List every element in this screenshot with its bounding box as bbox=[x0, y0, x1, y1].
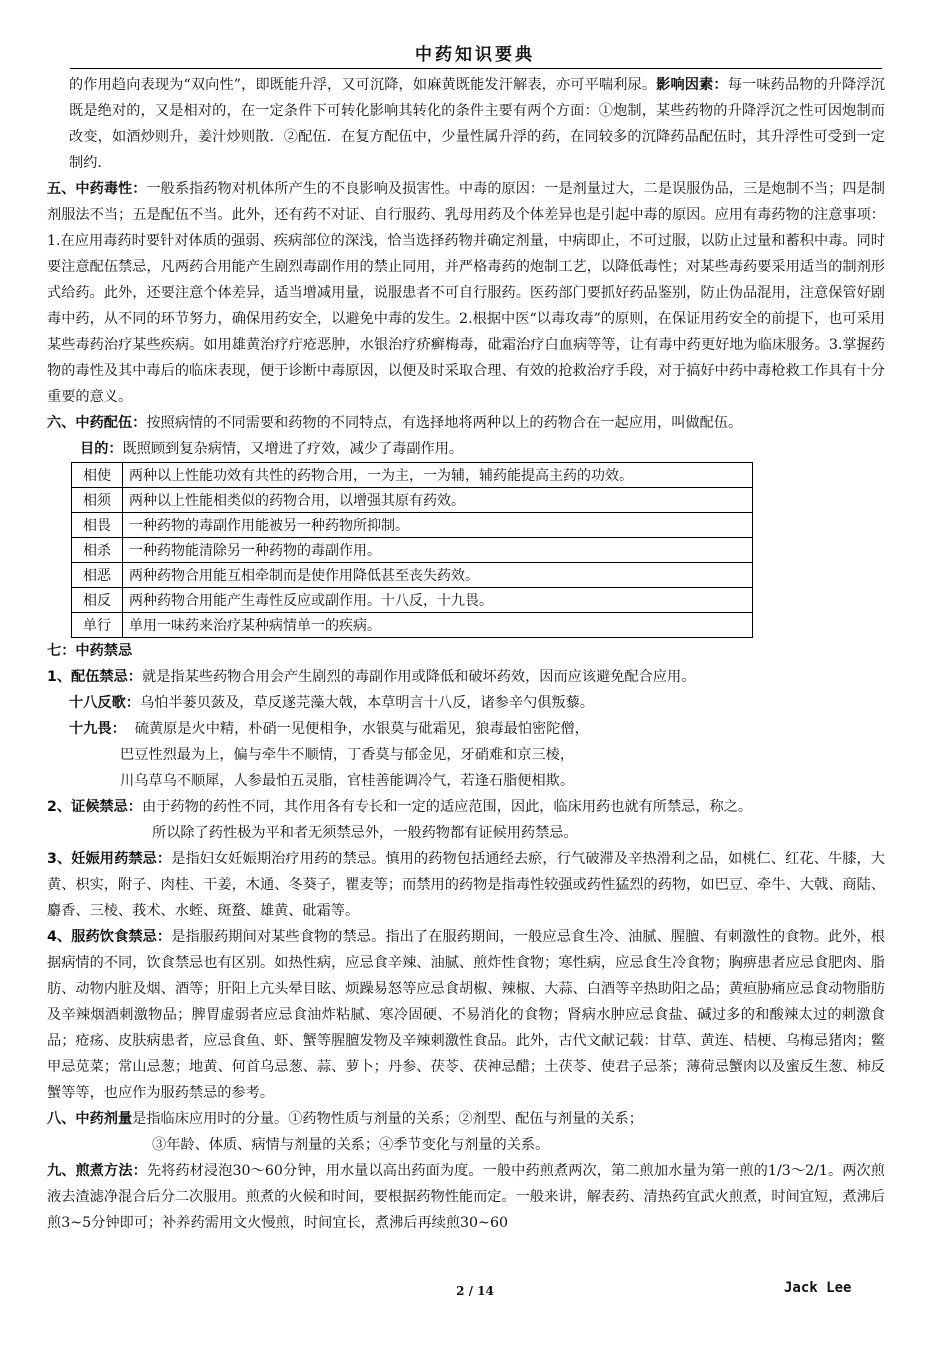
table-row bbox=[72, 588, 753, 613]
section5-heading: 五、中药毒性： bbox=[47, 181, 147, 197]
section5-text: 一般系指药物对机体所产生的不良影响及损害性。中毒的原因：一是剂量过大，二是误服伪品，三是炮制不当；四是制剂服法不当；五是配伍不当。此外，还有药不对证、自行服药、乳母用药及个体差异也是引起中毒的原因。应用有毒药物的注意事项：1.在应用毒药时要针对体质的强弱、疾病部位的深浅，恰当选择药物并确定剂量，中病即止，不可过服，以防止过量和蓄积中毒。同时要注意配伍禁忌，凡两药合用能产生剧烈毒副作用的禁止同用，并严格毒药的炮制工艺，以降低毒性；对某些毒药要采用适当的制剂形式给药。此外，还要注意个体差异，适当增减用量，说服患者不可自行服药。医药部门要抓好药品鉴别，防止伪品混用，注意保管好剧毒中药，从不同的环节努力，确保用药安全，以避免中毒的发生。2.根据中医“以毒攻毒”的原则，在保证用药安全的前提下，也可采用某些毒药治疗某些疾病。如用雄黄治疗疔疮恶肿，水银治疗疥癣梅毒，砒霜治疗白血病等等，让有毒中药更好地为临床服务。3.掌握药物的毒性及其中毒后的临床表现，便于诊断中毒原因，以便及时采取合理、有效的抢救治疗手段，对于搞好中药中毒枪救工作具有十分重要的意义。 bbox=[47, 181, 885, 405]
item3-label: 3、妊娠用药禁忌： bbox=[47, 851, 172, 867]
purpose-label: 目的： bbox=[80, 441, 123, 457]
table-row bbox=[72, 563, 753, 588]
section4-label: 影响因素： bbox=[656, 77, 728, 93]
section7-heading: 七：中药禁忌 bbox=[47, 643, 133, 659]
table-row bbox=[72, 538, 753, 563]
wei19-verse-3: 川乌草乌不顺犀，人参最怕五灵脂，官桂善能调冷气，若逢石脂便相欺。 bbox=[120, 773, 575, 789]
table-cell-desc: 两种以上性能相类似的药物合用，以增强其原有药效。 bbox=[123, 488, 753, 513]
item1-label: 1、配伍禁忌： bbox=[47, 669, 142, 685]
item1-text: 就是指某些药物合用会产生剧烈的毒副作用或降低和破坏药效，因而应该避免配合应用。 bbox=[142, 669, 696, 685]
page-number: 2 / 14 bbox=[456, 1284, 494, 1298]
table-cell-desc: 一种药物的毒副作用能被另一种药物所抑制。 bbox=[123, 513, 753, 538]
table-row bbox=[72, 613, 753, 638]
document-body bbox=[47, 72, 885, 1236]
section7-item3 bbox=[47, 846, 885, 924]
wei19-verse-1 bbox=[47, 716, 885, 742]
section8-text-1: 是指临床应用时的分量。①药物性质与剂量的关系；②剂型、配伍与剂量的关系； bbox=[132, 1111, 643, 1127]
section6-purpose bbox=[47, 436, 885, 462]
section7-item1 bbox=[47, 664, 885, 690]
table-cell-desc: 一种药物能清除另一种药物的毒副作用。 bbox=[123, 538, 753, 563]
section9-text: 先将药材浸泡30～60分钟，用水量以高出药面为度。一般中药煎煮两次，第二煎加水量为第一煎的1/3～2/1。两次煎液去渣滤净混合后分二次服用。煎煮的火候和时间，要根据药物性能而定。一般来讲，解表药、清热药宜武火煎煮，时间宜短，煮沸后煎3~5分钟即可；补养药需用文火慢煎，时间宜长，煮沸后再续煎30~60 bbox=[47, 1163, 885, 1231]
table-cell-desc: 单用一味药来治疗某种病情单一的疾病。 bbox=[123, 613, 753, 638]
table-cell-desc: 两种药物合用能互相牵制而是使作用降低甚至丧失药效。 bbox=[123, 563, 753, 588]
section6-heading: 六、中药配伍： bbox=[47, 415, 147, 431]
section6-text: 按照病情的不同需要和药物的不同特点，有选择地将两种以上的药物合在一起应用，叫做配伍。 bbox=[146, 415, 743, 431]
table-row bbox=[72, 513, 753, 538]
wei19-verse-2: 巴豆性烈最为上，偏与牵牛不顺情，丁香莫与郁金见，牙硝难和京三棱， bbox=[120, 747, 575, 763]
compatibility-table bbox=[71, 462, 753, 638]
table-cell-name: 相使 bbox=[72, 463, 123, 488]
section4-text-1: 的作用趋向表现为“双向性”，即既能升浮，又可沉降，如麻黄既能发汗解表，亦可平喘利尿。 bbox=[69, 77, 657, 93]
table-cell-desc: 两种药物合用能产生毒性反应或副作用。十八反，十九畏。 bbox=[123, 588, 753, 613]
section9-paragraph bbox=[47, 1158, 885, 1236]
section9-heading: 九、煎煮方法： bbox=[47, 1163, 147, 1179]
table-cell-name: 单行 bbox=[72, 613, 123, 638]
wei19-label: 十九畏： bbox=[69, 721, 126, 737]
item4-label: 4、服药饮食禁忌： bbox=[47, 929, 172, 945]
header-divider bbox=[70, 68, 882, 69]
table-cell-name: 相须 bbox=[72, 488, 123, 513]
item2-line-2: 所以除了药性极为平和者无须禁忌外，一般药物都有证候用药禁忌。 bbox=[152, 825, 578, 841]
section8-text-2: ③年龄、体质、病情与剂量的关系；④季节变化与剂量的关系。 bbox=[152, 1137, 550, 1153]
table-cell-desc: 两种以上性能功效有共性的药物合用，一为主，一为辅，辅药能提高主药的功效。 bbox=[123, 463, 753, 488]
section7-item4 bbox=[47, 924, 885, 1106]
section5-paragraph bbox=[47, 176, 885, 410]
table-row bbox=[72, 463, 753, 488]
fan18-verse bbox=[47, 690, 885, 716]
fan18-text: 乌怕半蒌贝蔹及，草反遂芫藻大戟，本草明言十八反，诸参辛勺俱叛藜。 bbox=[139, 695, 594, 711]
item2-label: 2、证候禁忌： bbox=[47, 799, 142, 815]
section4-continuation bbox=[47, 72, 885, 176]
fan18-label: 十八反歌： bbox=[69, 695, 140, 711]
item4-text: 是指服药期间对某些食物的禁忌。指出了在服药期间，一般应忌食生冷、油腻、腥膻、有刺激性的食物。此外，根据病情的不同，饮食禁忌也有区别。如热性病，应忌食辛辣、油腻、煎炸性食物；寒性病，应忌食生冷食物；胸痹患者应忌食肥肉、脂肪、动物内脏及烟、酒等；肝阳上亢头晕目眩、烦躁易怒等应忌食胡椒、辣椒、大蒜、白酒等辛热助阳之品；黄疸胁痛应忌食动物脂肪及辛辣烟酒刺激物品；脾胃虚弱者应忌食油炸粘腻、寒冷固硬、不易消化的食物；肾病水肿应忌食盐、碱过多的和酸辣太过的刺激食品；疮疡、皮肤病患者，应忌食鱼、虾、蟹等腥膻发物及辛辣刺激性食品。此外，古代文献记载：甘草、黄连、桔梗、乌梅忌猪肉；鳖甲忌苋菜；常山忌葱；地黄、何首乌忌葱、蒜、萝卜；丹参、茯苓、茯神忌醋；土茯苓、使君子忌茶；薄荷忌蟹肉以及蜜反生葱、柿反蟹等等，也应作为服药禁忌的参考。 bbox=[47, 929, 885, 1101]
table-cell-name: 相反 bbox=[72, 588, 123, 613]
section8-heading: 八、中药剂量 bbox=[47, 1111, 133, 1127]
footer-author: Jack Lee bbox=[784, 1280, 852, 1296]
section4-text-2: 每一味药品物的升降浮沉既是绝对的，又是相对的，在一定条件下可转化影响其转化的条件主要有两个方面：①炮制，某些药物的升降浮沉之性可因炮制而改变，如酒炒则升，姜汁炒则散．②配伍．在复方配伍中，少量性属升浮的药，在同较多的沉降药品配伍时，其升浮性可受到一定制约． bbox=[69, 77, 885, 171]
table-cell-name: 相畏 bbox=[72, 513, 123, 538]
item3-text: 是指妇女妊娠期治疗用药的禁忌。慎用的药物包括通经去瘀，行气破滞及辛热滑利之品，如桃仁、红花、牛膝，大黄、枳实，附子、肉桂、干姜，木通、冬葵子，瞿麦等；而禁用的药物是指毒性较强或药性猛烈的药物，如巴豆、牵牛、大戟、商陆、麝香、三棱、莪术、水蛭、斑蝥、雄黄、砒霜等。 bbox=[47, 851, 885, 919]
table-cell-name: 相恶 bbox=[72, 563, 123, 588]
purpose-text: 既照顾到复杂病情，又增进了疗效，减少了毒副作用。 bbox=[122, 441, 464, 457]
item2-line-1: 由于药物的药性不同，其作用各有专长和一定的适应范围，因此，临床用药也就有所禁忌，称之。 bbox=[142, 799, 753, 815]
section8-paragraph bbox=[47, 1106, 885, 1132]
table-cell-name: 相杀 bbox=[72, 538, 123, 563]
wei19-line-1: 硫黄原是火中精，朴硝一见便相争，水银莫与砒霜见，狼毒最怕密陀僧， bbox=[134, 721, 589, 737]
page-header-title: 中药知识要典 bbox=[415, 45, 535, 65]
table-row bbox=[72, 488, 753, 513]
section6-paragraph bbox=[47, 410, 885, 436]
section7-item2 bbox=[47, 794, 885, 820]
